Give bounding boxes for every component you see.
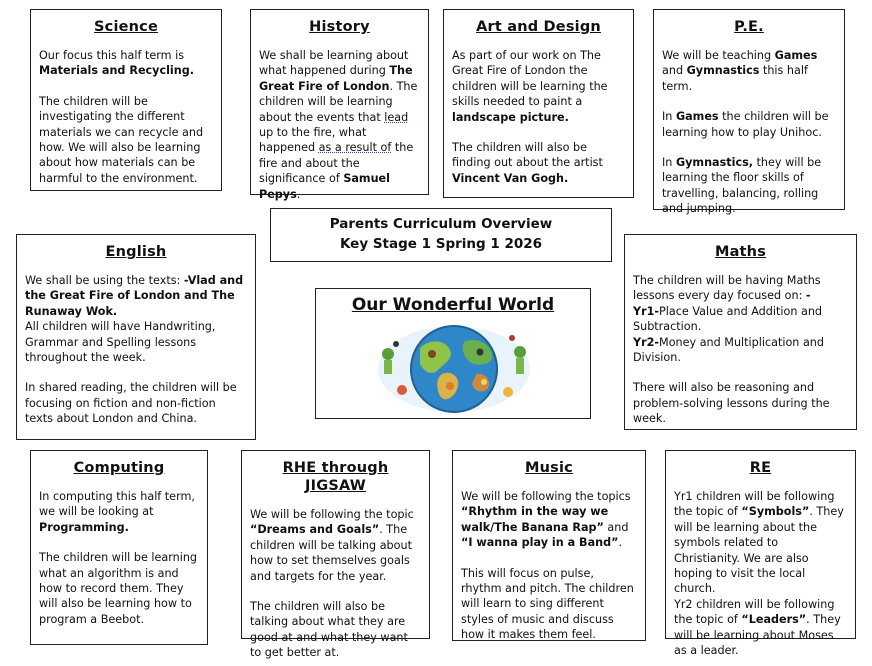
rhe-text-1: We will be following the topic (250, 508, 414, 521)
history-text-5: . (296, 187, 301, 201)
pe-text-6: In (662, 156, 676, 170)
english-shared-reading: In shared reading, the children will be focusing on fiction and non-fiction texts about London and China. (25, 381, 237, 426)
art-description (452, 48, 625, 125)
science-heading: Science (94, 19, 158, 35)
pe-text-2: and (662, 64, 687, 78)
maths-yr2 (633, 335, 848, 366)
maths-yr1-label: Yr1- (633, 304, 660, 318)
re-yr1-paragraph (674, 489, 847, 597)
wonderful-world-panel (315, 288, 591, 419)
science-focus-topic: Materials and Recycling. (39, 64, 194, 78)
computing-text-1: In computing this half term, we will be looking at (39, 490, 195, 519)
maths-yr2-topics: Money and Multiplication and Division. (633, 335, 825, 365)
overview-title-box (270, 208, 612, 262)
re-yr2-paragraph (674, 597, 847, 659)
pe-games-2: Games (675, 110, 719, 124)
maths-yr1 (633, 304, 848, 335)
computing-description: The children will be learning what an algorithm is and how to record them. They will also be learning how to program a Beebot. (39, 551, 198, 626)
pe-text-3: this half term. (662, 64, 808, 93)
english-lessons: All children will have Handwriting, Grammar and Spelling lessons throughout the week. (25, 320, 216, 365)
music-topics-paragraph (461, 489, 637, 551)
pe-games-paragraph (662, 109, 836, 140)
world-globe-image (372, 324, 536, 414)
rhe-heading: RHE through JIGSAW (282, 460, 389, 494)
science-panel (30, 9, 222, 191)
music-topic-2: “I wanna play in a Band” (461, 536, 619, 550)
art-panel (443, 9, 634, 198)
pe-text-1: We will be teaching (662, 49, 775, 62)
wonderful-world-title: Our Wonderful World (351, 295, 555, 315)
history-text-4: the fire and about the significance of (259, 141, 414, 186)
art-skill: landscape picture. (452, 110, 569, 124)
english-panel (16, 234, 256, 440)
art-artist-paragraph (452, 140, 625, 186)
pe-games: Games (774, 49, 818, 62)
re-text-4: . They will be learning about Moses as a leader. (674, 613, 841, 658)
pe-text-5: the children will be learning how to play Unihoc. (662, 110, 829, 139)
art-artist: Vincent Van Gogh. (452, 171, 569, 185)
music-text-1: We will be following the topics (461, 490, 631, 503)
pe-gymnastics-2: Gymnastics, (675, 156, 753, 170)
re-topic-symbols: “Symbols” (741, 505, 810, 519)
rhe-panel (241, 450, 430, 660)
rhe-topic-paragraph (250, 507, 421, 584)
art-text-1: As part of our work on The Great Fire of London the children will be learning the skills needed to paint a (452, 49, 608, 109)
computing-panel (30, 450, 208, 645)
maths-text-1: The children will be having Maths lessons every day focused on: (633, 274, 821, 303)
re-text-3: Yr2 children will be following the topic of (674, 597, 835, 627)
computing-topic: Programming. (39, 520, 129, 534)
pe-panel (653, 9, 845, 216)
rhe-description: The children will also be talking about what they are good at and what they want to get better at. (250, 600, 408, 660)
art-text-2: The children will also be finding out about the artist (452, 141, 603, 170)
history-panel (250, 9, 429, 201)
pe-text-7: they will be learning the floor skills of travelling, balancing, rolling and jumping. (662, 156, 822, 216)
pe-heading: P.E. (734, 19, 764, 35)
re-heading: RE (749, 460, 772, 476)
history-person: Samuel Pepys (259, 172, 390, 201)
re-text-1: Yr1 children will be following the topic of (674, 490, 835, 519)
music-text-2: and (603, 520, 629, 534)
maths-heading: Maths (714, 244, 767, 260)
maths-dash: - (805, 289, 811, 303)
history-text-1: We shall be learning about what happened during (259, 49, 409, 78)
history-text-2: . The children will be learning about the events that (259, 79, 418, 124)
history-description (259, 48, 420, 202)
history-underlined-result: as a result of (318, 141, 392, 155)
music-description: This will focus on pulse, rhythm and pitch. The children will learn to sing different styles of music and discuss how it makes them feel. (461, 566, 634, 642)
music-topic-1: “Rhythm in the way we walk/The Banana Rap” (461, 505, 609, 534)
pe-gymnastics-paragraph (662, 155, 836, 217)
history-heading: History (309, 19, 370, 35)
history-text-3: up to the fire, what happened (259, 126, 367, 155)
science-description: The children will be investigating the different materials we can recycle and how. We will also be learning about how materials can be harmful to the environment. (39, 94, 204, 185)
science-focus-text: Our focus this half term is (39, 49, 185, 62)
history-topic: The Great Fire of London (259, 64, 413, 93)
rhe-text-2: . The children will be talking about how to set themselves goals and targets for the year. (250, 523, 412, 583)
re-topic-leaders: “Leaders” (741, 613, 807, 627)
overview-title: Parents Curriculum Overview (329, 216, 553, 232)
english-texts (25, 273, 247, 319)
english-heading: English (105, 244, 167, 260)
overview-subtitle: Key Stage 1 Spring 1 2026 (339, 236, 543, 252)
re-panel (665, 450, 856, 658)
music-text-3: . (618, 536, 623, 550)
english-book-titles: -Vlad and the Great Fire of London and The Runaway Wok. (25, 274, 244, 318)
pe-text-4: In (662, 110, 676, 124)
computing-intro (39, 489, 199, 535)
maths-intro (633, 273, 848, 304)
maths-yr1-topics: Place Value and Addition and Subtraction. (633, 304, 823, 334)
history-underlined-lead: lead (384, 110, 409, 124)
music-panel (452, 450, 646, 641)
rhe-topic: “Dreams and Goals” (250, 523, 380, 537)
art-heading: Art and Design (476, 19, 601, 35)
maths-panel (624, 234, 857, 430)
re-text-2: . They will be learning about the symbols related to Christianity. We are also hoping to visit the local church. (674, 505, 844, 596)
pe-gymnastics: Gymnastics (686, 64, 760, 78)
english-text-1: We shall be using the texts: (25, 274, 184, 287)
science-focus (39, 48, 213, 79)
computing-heading: Computing (73, 460, 165, 476)
maths-yr2-label: Yr2- (633, 335, 660, 349)
pe-intro (662, 48, 836, 94)
maths-reasoning: There will also be reasoning and problem-solving lessons during the week. (633, 381, 830, 426)
music-heading: Music (525, 460, 573, 476)
